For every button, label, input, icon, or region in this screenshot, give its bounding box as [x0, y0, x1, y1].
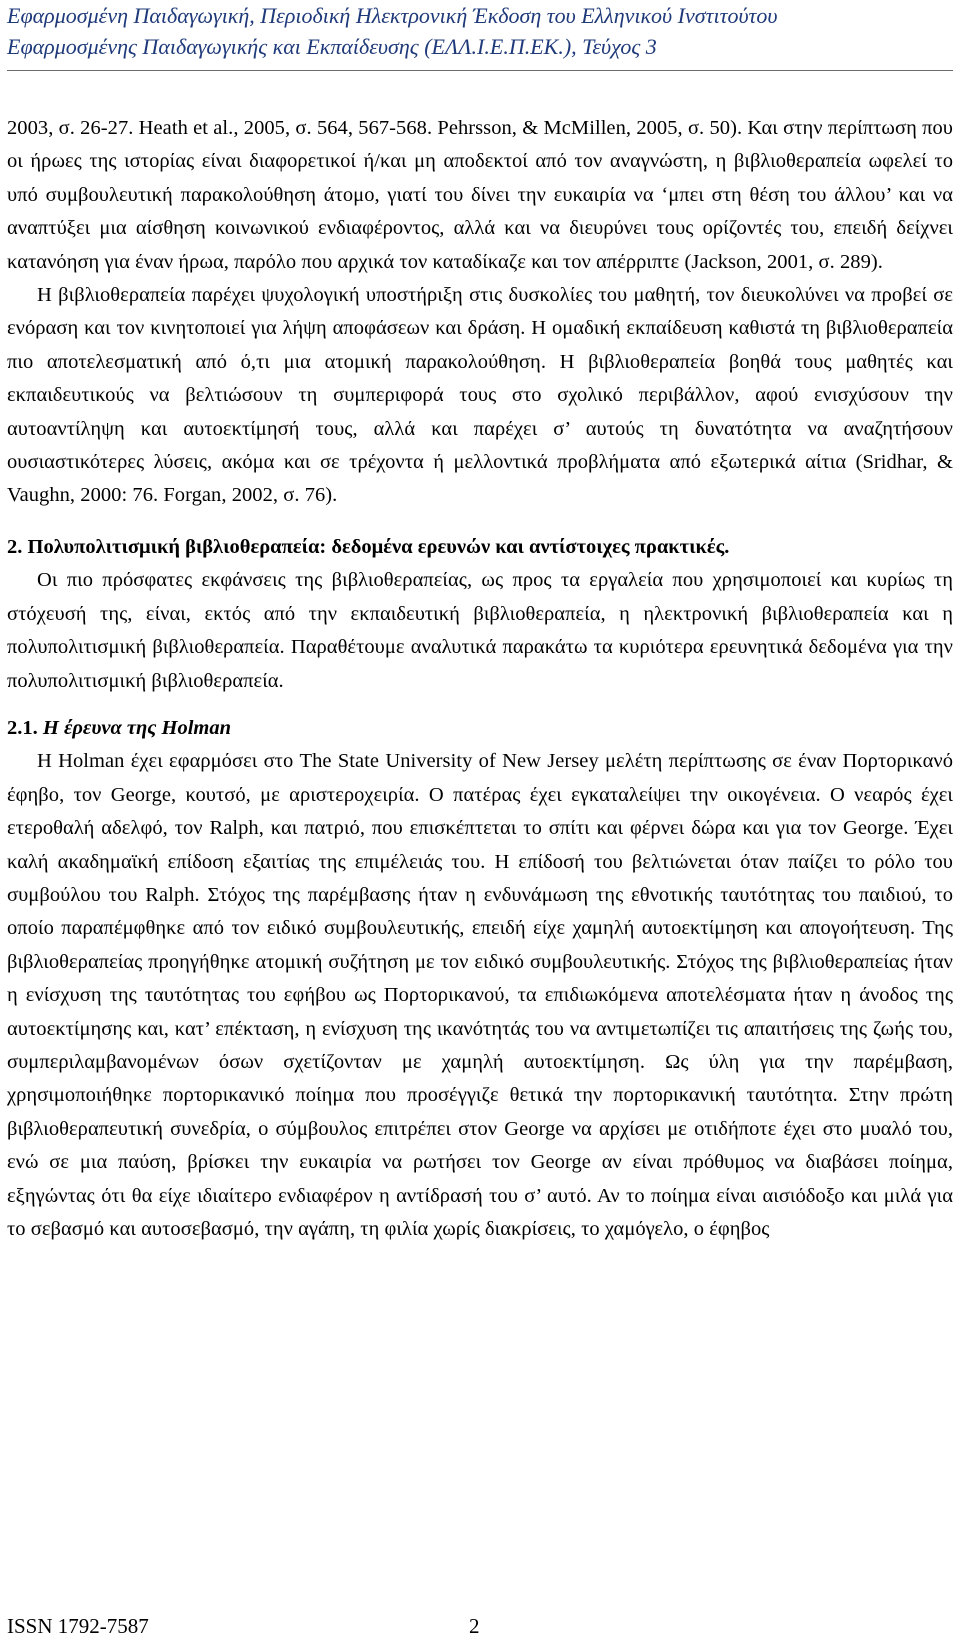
section-heading-2-1 — [7, 712, 953, 745]
paragraph-continued: 2003, σ. 26-27. Heath et al., 2005, σ. 564, 567-568. Pehrsson, & McMillen, 2005, σ. 50). Και στην περίπτωση που οι ήρωες της ιστορίας είναι διαφορετικοί ή/και μη αποδεκτοί από τον αναγνώστη, η βιβλιοθεραπεία ωφελεί το υπό συμβουλευτική παρακολούθηση άτομο, γιατί του δίνει την ευκαιρία να ‘μπει στη θέση του άλλου’ και να αναπτύξει μια αίσθηση κοινωνικού ενδιαφέροντος, αλλά και να διευρύνει τους ορίζοντές του, επειδή δείχνει κατανόηση για έναν ήρωα, παρόλο που αρχικά τον καταδίκαζε και τον απέρριπτε (Jackson, 2001, σ. 289). — [7, 117, 953, 273]
paragraph-holman-study: Η Holman έχει εφαρμόσει στο The State University of New Jersey μελέτη περίπτωσης σε έναν Πορτορικανό έφηβο, τον George, κουτσό, με αριστεροχειρία. Ο πατέρας έχει εγκαταλείψει την οικογένεια. Ο νεαρός έχει ετεροθαλή αδελφό, τον Ralph, και πατριό, που επισκέπτεται το σπίτι και φέρνει δώρα και για τον George. Έχει καλή ακαδημαϊκή επίδοση εξαιτίας της επιμέλειάς του. Η επίδοσή του βελτιώνεται όταν παίζει το ρόλο του συμβούλου του Ralph. Στόχος της παρέμβασης ήταν η ενδυνάμωση της εθνοτικής ταυτότητας του παιδιού, το οποίο παραπέμφθηκε από τον ειδικό συμβουλευτικής, επειδή είχε χαμηλή αυτοεκτίμηση και απογοήτευση. Της βιβλιοθεραπείας προηγήθηκε ατομική συζήτηση με τον ειδικό συμβουλευτικής. Στόχος της βιβλιοθεραπείας ήταν η ενίσχυση της ταυτότητας του εφήβου ως Πορτορικανού, τα επιδιωκόμενα αποτελέσματα ήταν η άνοδος της αυτοεκτίμησης και, κατ’ επέκταση, η ενίσχυση της ικανότητάς του να αντιμετωπίζει τις απαιτήσεις της ζωής του, συμπεριλαμβανομένων όσων σχετίζονταν με χαμηλή αυτοεκτίμηση. Ως ύλη για την παρέμβαση, χρησιμοποιήθηκε πορτορικανικό ποίημα που προσέγγιζε θετικά την πορτορικανική ταυτότητα. Στην πρώτη βιβλιοθεραπευτική συνεδρία, ο σύμβουλος επιτρέπει στον George να αρχίσει με οτιδήποτε έχει στο μυαλό του, ενώ σε μια παύση, βρίσκει την ευκαιρία να ρωτήσει τον George αν είναι πρόθυμος να διαβάσει ποίημα, εξηγώντας ότι θα είχε ιδιαίτερο ενδιαφέρον η αντίδρασή του σ’ αυτό. Αν το ποίημα είναι αισιόδοξο και μιλά για το σεβασμό και αυτοσεβασμό, την αγάπη, τη φιλία χωρίς διακρίσεις, το χαμόγελο, ο έφηβος — [7, 750, 953, 1240]
journal-header-line-1: Εφαρμοσμένη Παιδαγωγική, Περιοδική Ηλεκτρονική Έκδοση του Ελληνικού Ινστιτούτου — [7, 3, 778, 28]
journal-header-line-2: Εφαρμοσμένης Παιδαγωγικής και Εκπαίδευσης (ΕΛΛ.Ι.Ε.Π.ΕΚ.), Τεύχος 3 — [7, 34, 657, 59]
paragraph-multicultural-intro: Οι πιο πρόσφατες εκφάνσεις της βιβλιοθεραπείας, ως προς τα εργαλεία που χρησιμοποιεί και κυρίως τη στόχευσή της, είναι, εκτός από την εκπαιδευτική βιβλιοθεραπεία, η ηλεκτρονική βιβλιοθεραπεία και η πολυπολιτισμική βιβλιοθεραπεία. Παραθέτουμε αναλυτικά παρακάτω τα κυριότερα ερευνητικά δεδομένα για την πολυπολιτισμική βιβλιοθεραπεία. — [7, 569, 953, 692]
article-body — [7, 112, 953, 1246]
header-divider — [7, 70, 953, 71]
section-heading-2: 2. Πολυπολιτισμική βιβλιοθεραπεία: δεδομένα ερευνών και αντίστοιχες πρακτικές. — [7, 535, 730, 558]
section-title: Η έρευνα της Holman — [42, 716, 232, 739]
journal-header — [7, 0, 953, 62]
issn-label: ISSN 1792-7587 — [7, 1614, 149, 1638]
section-number: 2.1. — [7, 716, 38, 739]
page-number: 2 — [469, 1614, 480, 1638]
paragraph-bibliotherapy-support: Η βιβλιοθεραπεία παρέχει ψυχολογική υποστήριξη στις δυσκολίες του μαθητή, τον διευκολύνει να προβεί σε ενόραση και τον κινητοποιεί για λήψη αποφάσεων και δράση. Η ομαδική εκπαίδευση καθιστά τη βιβλιοθεραπεία πιο αποτελεσματική από ό,τι μια ατομική παρακολούθηση. Η βιβλιοθεραπεία βοηθά τους μαθητές και εκπαιδευτικούς να βελτιώσουν τη συμπεριφορά τους στο σχολικό περιβάλλον, αφού ενισχύσουν την αυτοαντίληψη και αυτοεκτίμησή τους, αλλά και παρέχει σ’ αυτούς τη δυνατότητα να αναζητήσουν ουσιαστικότερες λύσεις, ακόμα και σε τρέχοντα ή μελλοντικά προβλήματα από εξωτερικά αίτια (Sridhar, & Vaughn, 2000: 76. Forgan, 2002, σ. 76). — [7, 284, 953, 507]
